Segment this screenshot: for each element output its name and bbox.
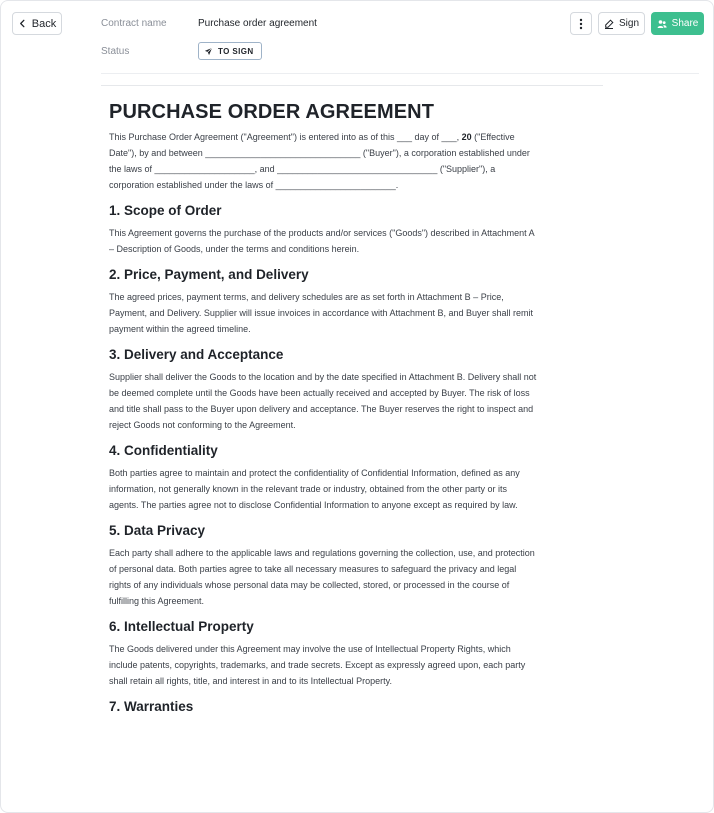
intro-year: 20 (461, 132, 472, 142)
section-heading: 2. Price, Payment, and Delivery (109, 267, 309, 282)
back-button[interactable] (12, 12, 62, 35)
section-heading: 3. Delivery and Acceptance (109, 347, 284, 362)
sign-label: Sign (618, 18, 639, 29)
document-page (109, 101, 539, 721)
intro-paragraph (109, 129, 539, 193)
section-heading: 7. Warranties (109, 699, 194, 714)
section-body: The agreed prices, payment terms, and delivery schedules are as set forth in Attachment B – Price, Payment, and Delivery. Supplier will issue invoices in accordance with Attachment B, and Buyer shall remit payment within the agreed timeline. (109, 292, 534, 334)
section-body: This Agreement governs the purchase of the products and/or services ("Goods") described in Attachment A – Description of Goods, under the terms and conditions herein. (109, 228, 535, 254)
sign-button[interactable] (598, 12, 645, 35)
scroll-fade-overlay (101, 726, 603, 813)
intro-text-b: ("Effective Date"), by and between _______________________________ ("Buyer"), a corporation established under the laws of ____________________, and ________________________________ ("Supplier"), a corporation established under the laws of ________________________. (109, 132, 530, 190)
document-viewer[interactable] (101, 85, 603, 813)
chevron-left-icon (18, 19, 27, 28)
section-heading: 6. Intellectual Property (109, 619, 254, 634)
contract-name-label: Contract name (101, 18, 167, 29)
more-options-button[interactable] (570, 12, 592, 35)
signature-pen-icon (604, 19, 614, 29)
section-body: Both parties agree to maintain and protect the confidentiality of Confidential Information, defined as any information, not generally known in the relevant trade or industry, obtained from the other party or its agents. The parties agree not to disclose Confidential Information to anyone except as required by law. (109, 468, 520, 510)
section-heading: 4. Confidentiality (109, 443, 218, 458)
status-value: TO SIGN (218, 46, 254, 56)
send-icon (204, 47, 213, 56)
section-heading: 1. Scope of Order (109, 203, 222, 218)
section-body: Supplier shall deliver the Goods to the location and by the date specified in Attachment B. Delivery shall not be deemed complete until the Goods have been actually received and accepted by Buyer. The risk of loss and title shall pass to the Buyer upon delivery and acceptance. The Buyer reserves the right to inspect and reject Goods not conforming to the Agreement. (109, 372, 537, 430)
share-button[interactable] (651, 12, 704, 35)
status-badge (198, 42, 262, 60)
section-heading: 5. Data Privacy (109, 523, 206, 538)
contract-name-value: Purchase order agreement (198, 18, 317, 29)
intro-text-a: This Purchase Order Agreement ("Agreement") is entered into as of this ___ day of ___, (109, 132, 460, 142)
section-body: Each party shall adhere to the applicable laws and regulations governing the collection, use, and protection of personal data. Both parties agree to take all necessary measures to safeguard the privacy and legal rights of any individuals whose personal data may be collected, stored, or processed in the course of fulfilling this Agreement. (109, 548, 535, 606)
header-divider (101, 73, 699, 74)
status-label: Status (101, 46, 130, 57)
document-title: PURCHASE ORDER AGREEMENT (109, 101, 435, 123)
back-label: Back (31, 17, 57, 30)
share-label: Share (671, 18, 699, 29)
more-vertical-icon (579, 18, 583, 30)
section-body: The Goods delivered under this Agreement may involve the use of Intellectual Property Rights, which include patents, copyrights, trademarks, and trade secrets. Except as expressly agreed upon, each party shall retain all rights, title, and interest in and to its Intellectual Property. (109, 644, 526, 686)
share-users-icon (657, 19, 667, 29)
